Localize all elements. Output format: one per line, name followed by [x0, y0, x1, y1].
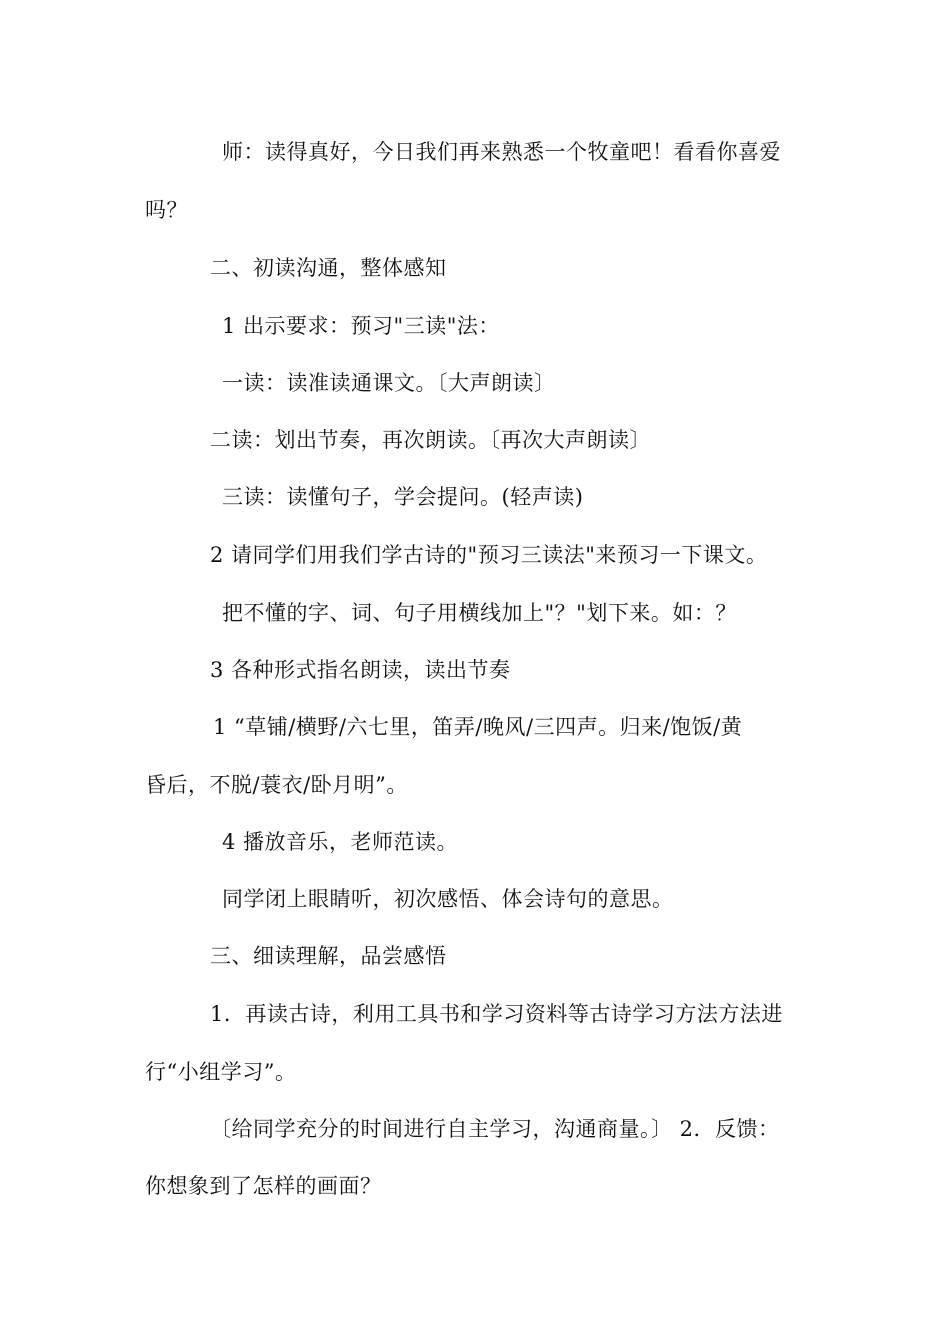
- paragraph-feedback: 〔给同学充分的时间进行自主学习，沟通商量。〕 2．反馈：: [210, 1117, 780, 1141]
- numbered-item-1-cont: 行“小组学习”。: [145, 1060, 297, 1084]
- section-heading-2: 二、初读沟通，整体感知: [210, 256, 447, 280]
- list-item-3: 3 各种形式指名朗读，读出节奏: [210, 658, 511, 682]
- read-step-2: 二读：划出节奏，再次朗读。〔再次大声朗读〕: [210, 428, 651, 452]
- list-item-4: 4 播放音乐，老师范读。: [222, 830, 459, 854]
- paragraph-listen: 同学闭上眼睛听，初次感悟、体会诗句的意思。: [222, 887, 674, 911]
- paragraph-teacher-line-cont: 吗？: [145, 198, 188, 222]
- read-step-1: 一读：读准读通课文。〔大声朗读〕: [222, 371, 556, 395]
- list-item-2: 2 请同学们用我们学古诗的"预习三读法"来预习一下课文。: [210, 543, 768, 567]
- list-item-1: 1 出示要求：预习"三读"法：: [222, 314, 500, 338]
- section-heading-3: 三、细读理解，品尝感悟: [210, 944, 447, 968]
- paragraph-feedback-cont: 你想象到了怎样的画面？: [145, 1174, 382, 1198]
- poem-line: 1 “草铺/横野/六七里，笛弄/晚风/三四声。归来/饱饭/黄: [213, 715, 743, 739]
- numbered-item-1: 1．再读古诗，利用工具书和学习资料等古诗学习方法方法进: [210, 1002, 783, 1026]
- paragraph-teacher-line: 师：读得真好，今日我们再来熟悉一个牧童吧！看看你喜爱: [222, 140, 781, 164]
- paragraph-underline-instruction: 把不懂的字、词、句子用横线加上"？"划下来。如：？: [222, 601, 737, 625]
- read-step-3: 三读：读懂句子，学会提问。(轻声读): [222, 485, 584, 509]
- poem-line-cont: 昏后，不脱/蓑衣/卧月明”。: [145, 773, 408, 797]
